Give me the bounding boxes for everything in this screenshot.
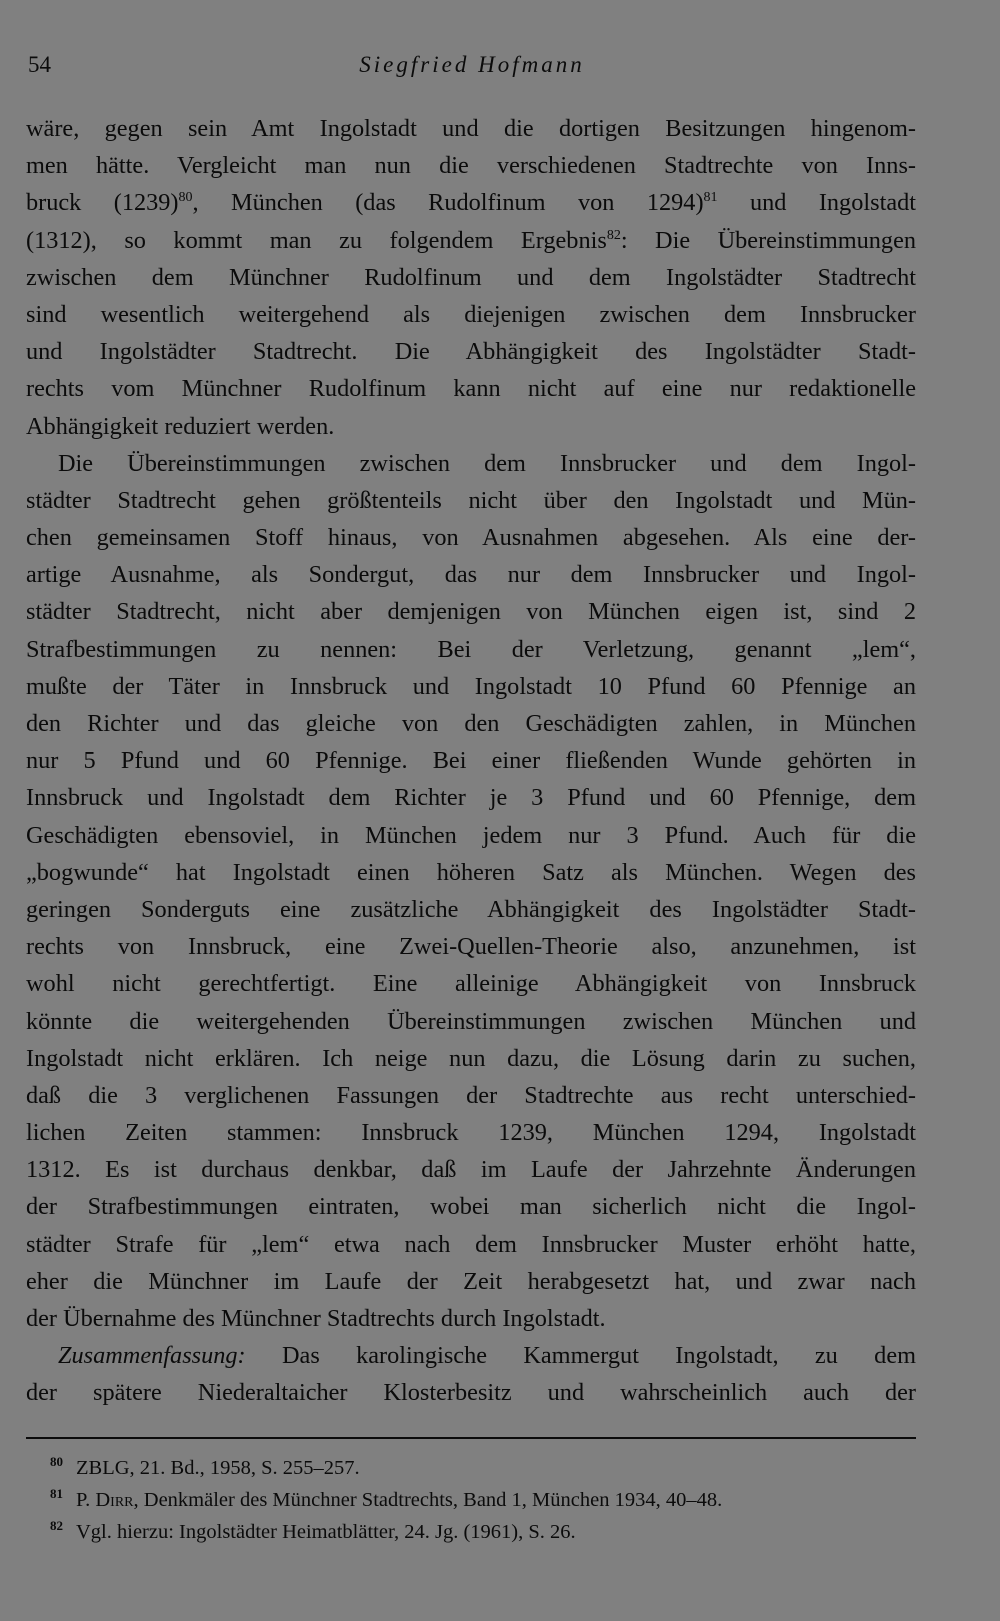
page-number: 54	[28, 52, 51, 77]
text-line: sind wesentlich weitergehend als diejenigen zwischen dem Innsbrucker	[26, 300, 916, 328]
text-line: städter Stadtrecht gehen größtenteils nicht über den Ingolstadt und Mün-	[26, 486, 916, 514]
text-line: (1312), so kommt man zu folgendem Ergebnis$^{82}$: Die Übereinstimmungen	[26, 226, 916, 254]
text-line: nur 5 Pfund und 60 Pfennige. Bei einer fließenden Wunde gehörten in	[26, 747, 916, 775]
text-line: Geschädigten ebensoviel, in München jedem nur 3 Pfund. Auch für die	[26, 821, 916, 849]
running-head	[28, 52, 916, 86]
footnote-82: 82 Vgl. hierzu: Ingolstädter Heimatblätter, 24. Jg. (1961), S. 26.	[50, 1518, 576, 1543]
text-line: bruck $(1239)^{80}$, München (das Rudolfinum von 1294)$^{81}$ und Ingolstadt	[26, 189, 916, 217]
text-line: wäre, gegen sein Amt Ingolstadt und die dortigen Besitzungen hingenom-	[26, 115, 916, 142]
text-line: Abhängigkeit reduziert werden.	[26, 412, 335, 440]
footnote-80: 80 ZBLG, 21. Bd., 1958, S. 255–257.	[50, 1454, 360, 1479]
text-line: mußte der Täter in Innsbruck und Ingolstadt 10 Pfund 60 Pfennige an	[26, 672, 916, 700]
text-line: der spätere Niederaltaicher Klosterbesitz und wahrscheinlich auch der	[26, 1379, 916, 1407]
text-line: rechts vom Münchner Rudolfinum kann nicht auf eine nur redaktionelle	[26, 375, 916, 403]
footnote-divider	[26, 1437, 916, 1439]
footnotes	[50, 1452, 920, 1548]
text-line: städter Strafe für „lem“ etwa nach dem Innsbrucker Muster erhöht hatte,	[26, 1230, 916, 1258]
text-line: rechts von Innsbruck, eine Zwei-Quellen-Theorie also, anzunehmen, ist	[26, 933, 916, 961]
text-line: wohl nicht gerechtfertigt. Eine alleinige Abhängigkeit von Innsbruck	[26, 970, 916, 998]
text-line: Die Übereinstimmungen zwischen dem Innsbrucker und dem Ingol-	[58, 449, 916, 477]
text-line: und Ingolstädter Stadtrecht. Die Abhängigkeit des Ingolstädter Stadt-	[26, 338, 916, 366]
footnote-text: Vgl. hierzu: Ingolstädter Heimatblätter, 24. Jg. (1961), S. 26.	[76, 1521, 576, 1543]
text-line: geringen Sonderguts eine zusätzliche Abhängigkeit des Ingolstädter Stadt-	[26, 895, 916, 923]
text-line: Ingolstadt nicht erklären. Ich neige nun dazu, die Lösung darin zu suchen,	[26, 1044, 916, 1072]
text-line: eher die Münchner im Laufe der Zeit herabgesetzt hat, und zwar nach	[26, 1267, 916, 1295]
footnote-81: 81 P. Dirr, Denkmäler des Münchner Stadtrechts, Band 1, München 1934, 40–48.	[50, 1486, 723, 1511]
text-line: Zusammenfassung: Das karolingische Kammergut Ingolstadt, zu dem	[58, 1342, 916, 1370]
footnote-ref-82[interactable]: 82	[606, 227, 621, 243]
text-line: städter Stadtrecht, nicht aber demjenigen von München eigen ist, sind 2	[26, 598, 916, 626]
text-line: „bogwunde“ hat Ingolstadt einen höheren Satz als München. Wegen des	[26, 858, 916, 886]
text-line: der Übernahme des Münchner Stadtrechts durch Ingolstadt.	[26, 1305, 606, 1332]
text-line: Strafbestimmungen zu nennen: Bei der Verletzung, genannt „lem“,	[26, 635, 916, 663]
text-line: 1312. Es ist durchaus denkbar, daß im Laufe der Jahrzehnte Änderungen	[26, 1156, 916, 1184]
footnote-text: ZBLG, 21. Bd., 1958, S. 255–257.	[76, 1457, 360, 1479]
running-title: Siegfried Hofmann	[359, 52, 585, 77]
text-line: zwischen dem Münchner Rudolfinum und dem Ingolstädter Stadtrecht	[26, 263, 916, 291]
text-line: den Richter und das gleiche von den Geschädigten zahlen, in München	[26, 710, 916, 737]
footnote-ref-81[interactable]: 81	[703, 190, 718, 206]
footnote-ref-80[interactable]: 80	[178, 190, 193, 206]
footnote-author: P. Dirr	[76, 1489, 134, 1511]
text-line: könnte die weitergehenden Übereinstimmungen zwischen München und	[26, 1007, 916, 1035]
text-line: lichen Zeiten stammen: Innsbruck 1239, München 1294, Ingolstadt	[26, 1119, 916, 1147]
text-line: Innsbruck und Ingolstadt dem Richter je 3 Pfund und 60 Pfennige, dem	[26, 784, 916, 812]
section-label: Zusammenfassung:	[58, 1342, 246, 1370]
body-text	[26, 110, 916, 1412]
text-line: men hätte. Vergleicht man nun die verschiedenen Stadtrechte von Inns-	[26, 152, 916, 180]
footnote-text: , Denkmäler des Münchner Stadtrechts, Band 1, München 1934, 40–48.	[133, 1489, 723, 1511]
text-line: daß die 3 verglichenen Fassungen der Stadtrechte aus recht unterschied-	[26, 1081, 916, 1109]
text-line: chen gemeinsamen Stoff hinaus, von Ausnahmen abgesehen. Als eine der-	[26, 524, 916, 552]
text-line: der Strafbestimmungen eintraten, wobei man sicherlich nicht die Ingol-	[26, 1193, 916, 1221]
text-line: artige Ausnahme, als Sondergut, das nur dem Innsbrucker und Ingol-	[26, 561, 916, 589]
